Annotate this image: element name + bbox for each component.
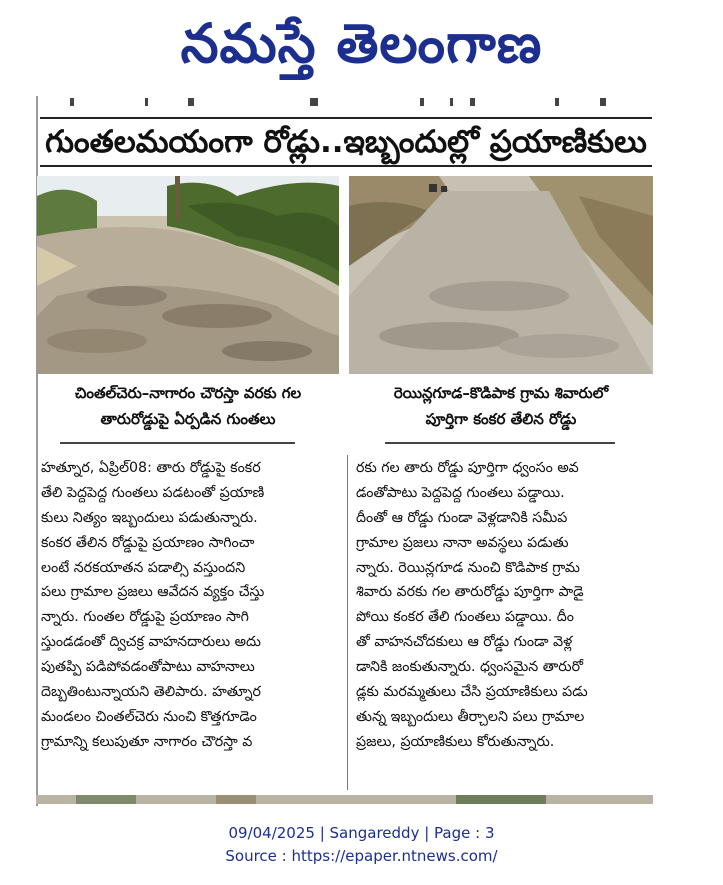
body-line: కులు నిత్యం ఇబ్బందులు పడుతున్నారు.	[41, 509, 258, 526]
body-line: రకు గల తారు రోడ్డు పూర్తిగా ధ్వంసం అవ	[356, 460, 579, 476]
body-line: శివారు వరకు గల తారురోడ్డు పూర్తిగా పాడై	[356, 584, 584, 601]
body-line: తో వాహనచోదకులు ఆ రోడ్డు గుండా వెళ్ల	[356, 634, 573, 651]
article-body-left-column	[41, 456, 339, 755]
cut-off-previous-line	[40, 96, 652, 110]
photo-caption-right	[349, 380, 653, 440]
photo-caption-left	[37, 380, 339, 440]
body-line: న్నారు. రెయిన్లగూడ నుంచి కొడిపాక గ్రామ	[356, 559, 580, 576]
caption-underline-right	[385, 442, 615, 444]
article-headline: గుంతలమయంగా రోడ్లు..ఇబ్బందుల్లో ప్రయాణికులు	[45, 124, 647, 160]
body-line: డానికి జంకుతున్నారు. ధ్వంసమైన తారురో	[356, 659, 583, 676]
body-line: స్తుండడంతో ద్విచక్ర వాహనదారులు అదు	[41, 634, 261, 651]
caption-left-line-2: తారురోడ్డుపై ఏర్పడిన గుంతలు	[100, 410, 276, 428]
body-line: పలు గ్రామాల ప్రజలు ఆవేదన వ్యక్తం చేస్తు	[41, 584, 265, 601]
footer-date-edition: 09/04/2025 | Sangareddy | Page : 3	[228, 824, 495, 842]
column-divider	[347, 455, 348, 790]
newspaper-masthead: నమస్తే తెలంగాణ	[180, 12, 543, 75]
headline-box	[40, 117, 652, 167]
caption-underline-left	[60, 442, 295, 444]
body-line: పోయి కంకర తేలి గుంతలు పడ్డాయి. దీం	[356, 609, 574, 626]
caption-right-line-2: పూర్తిగా కంకర తేలిన రోడ్డు	[425, 410, 577, 428]
body-line: తేలి పెద్దపెద్ద గుంతలు పడటంతో ప్రయాణి	[41, 484, 265, 501]
body-line: డ్లకు మరమ్మతులు చేసి ప్రయాణికులు పడు	[356, 684, 588, 701]
body-line: మండలం చింతల్‌చెరు నుంచి కొత్తగూడెం	[41, 708, 257, 725]
footer-source: Source : https://epaper.ntnews.com/	[225, 847, 498, 865]
body-line: దీంతో ఆ రోడ్డు గుండా వెళ్లడానికి సమీప	[356, 509, 568, 526]
body-line: పుతప్పి పడిపోవడంతోపాటు వాహనాలు	[41, 659, 255, 676]
body-line: డంతోపాటు పెద్దపెద్ద గుంతలు పడ్డాయి.	[356, 484, 565, 501]
body-line: తున్న ఇబ్బందులు తీర్చాలని పలు గ్రామాల	[356, 708, 585, 725]
caption-left-line-1: చింతల్‌చెరు–నాగారం చౌరస్తా వరకు గల	[74, 384, 302, 402]
road-photo-right	[349, 176, 653, 374]
article-body-right-column	[356, 456, 652, 755]
body-line: గ్రామాల ప్రజలు నానా అవస్థలు పడుతు	[356, 534, 569, 551]
body-line: గ్రామాన్ని కలుపుతూ నాగారం చౌరస్తా వ	[41, 733, 253, 750]
body-line: హత్నూర, ఏప్రిల్08: తారు రోడ్డుపై కంకర	[41, 460, 261, 476]
body-line: కంకర తేలిన రోడ్డుపై ప్రయాణం సాగించా	[41, 534, 255, 551]
caption-right-line-1: రెయిన్లగూడ–కొడిపాక గ్రామ శివారులో	[393, 384, 609, 402]
body-line: దెబ్బతింటున్నాయని తెలిపారు. హత్నూర	[41, 684, 261, 701]
body-line: ప్రజలు, ప్రయాణికులు కోరుతున్నారు.	[356, 733, 555, 750]
body-line: న్నారు. గుంతల రోడ్డుపై ప్రయాణం సాగి	[41, 609, 249, 626]
body-line: లంటే నరకయాతన పడాల్సి వస్తుందని	[41, 559, 246, 576]
cut-off-next-photo	[36, 792, 653, 804]
road-photo-left	[37, 176, 339, 374]
